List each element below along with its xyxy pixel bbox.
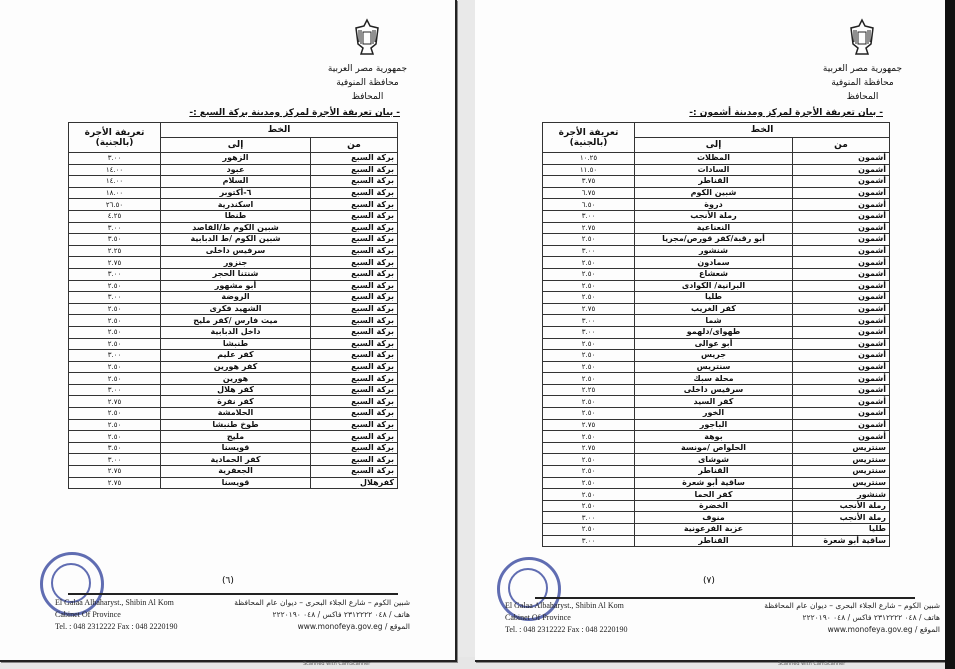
cell-fare: ٦.٥٠ <box>543 199 635 211</box>
cell-to: الباجور <box>635 419 793 431</box>
cell-from: بركة السبع <box>311 442 398 454</box>
table-row <box>543 176 890 188</box>
table-row <box>69 164 398 176</box>
page-number: (٧) <box>703 576 715 586</box>
cell-to: كفر هلال <box>161 384 311 396</box>
egypt-eagle-emblem-icon <box>350 18 384 58</box>
cell-from: بركة السبع <box>311 431 398 443</box>
cell-to: الحلواص /مونسة <box>635 442 793 454</box>
cell-to: المظلات <box>635 153 793 165</box>
table-row <box>543 199 890 211</box>
cell-from: سنتريس <box>793 454 890 466</box>
document-page-6 <box>0 0 457 662</box>
cell-to: سمادون <box>635 257 793 269</box>
table-row <box>543 419 890 431</box>
cell-fare: ٣.٠٠ <box>69 454 161 466</box>
table-row <box>543 489 890 501</box>
cell-to: كفر نفرة <box>161 396 311 408</box>
cell-fare: ٣.٠٠ <box>69 222 161 234</box>
cell-from: أشمون <box>793 245 890 257</box>
table-row <box>69 361 398 373</box>
cell-to: الخضرة <box>635 500 793 512</box>
cell-to: القناطر <box>635 466 793 478</box>
table-row <box>69 477 398 489</box>
table-row <box>543 338 890 350</box>
footer-address-ar: شبين الكوم – شارع الجلاء البحرى – ديوان عام المحافظة <box>764 601 940 610</box>
page-number: (٦) <box>222 576 234 586</box>
table-row <box>543 442 890 454</box>
column-header-to: إلى <box>161 138 311 153</box>
fare-table <box>542 122 890 547</box>
cell-to: الجعفرية <box>161 466 311 478</box>
cell-fare: ٢.٥٠ <box>69 419 161 431</box>
cell-from: بركة السبع <box>311 350 398 362</box>
cell-fare: ٣.٧٥ <box>543 176 635 188</box>
cell-to: القناطر <box>635 176 793 188</box>
table-row <box>69 350 398 362</box>
cell-from: أشمون <box>793 408 890 420</box>
table-row <box>69 245 398 257</box>
table-row <box>543 257 890 269</box>
cell-to: بوهة <box>635 431 793 443</box>
cell-to: السادات <box>635 164 793 176</box>
cell-fare: ٣.٠٠ <box>543 326 635 338</box>
cell-to: اسكندرية <box>161 199 311 211</box>
cell-from: أشمون <box>793 303 890 315</box>
cell-fare: ٣.٠٠ <box>543 315 635 327</box>
table-row <box>543 524 890 536</box>
cell-to: قويسنا <box>161 442 311 454</box>
table-row <box>69 257 398 269</box>
table-row <box>543 292 890 304</box>
footer-phone-en: Tel. : 048 2312222 Fax : 048 2220190 <box>505 625 628 634</box>
cell-to: طنطا <box>161 210 311 222</box>
cell-fare: ٢.٥٠ <box>69 280 161 292</box>
table-row <box>69 187 398 199</box>
table-row <box>69 396 398 408</box>
cell-to: شبين الكوم ط/القاصد <box>161 222 311 234</box>
cell-to: قويسنا <box>161 477 311 489</box>
cell-from: بركة السبع <box>311 280 398 292</box>
cell-from: أشمون <box>793 234 890 246</box>
cell-from: أشمون <box>793 199 890 211</box>
cell-to: الشهيد فكرى <box>161 303 311 315</box>
cell-fare: ٢.٧٥ <box>543 303 635 315</box>
cell-from: بركة السبع <box>311 315 398 327</box>
cell-from: بركة السبع <box>311 257 398 269</box>
cell-from: بركة السبع <box>311 164 398 176</box>
cell-from: بركة السبع <box>311 361 398 373</box>
cell-from: أشمون <box>793 280 890 292</box>
cell-fare: ١٠.٢٥ <box>543 153 635 165</box>
letterhead-republic: جمهورية مصر العربية <box>327 64 408 74</box>
cell-fare: ٣.٠٠ <box>543 245 635 257</box>
table-title: - بيان تعريفة الأجرة لمركز ومدينة بركة السبع :- <box>189 108 400 118</box>
table-row <box>69 153 398 165</box>
cell-to: القناطر <box>635 535 793 547</box>
footer-website[interactable]: الموقع / www.monofeya.gov.eg <box>827 625 940 634</box>
cell-to: كفر السيد <box>635 396 793 408</box>
cell-to: السلام <box>161 176 311 188</box>
cell-to: جريس <box>635 350 793 362</box>
cell-from: بركة السبع <box>311 222 398 234</box>
footer-cabinet-en: Cabinet Of Province <box>55 610 121 619</box>
table-row <box>543 153 890 165</box>
cell-from: سنتريس <box>793 442 890 454</box>
cell-to: كفر هورين <box>161 361 311 373</box>
column-header-fare: تعريفة الأجرة (بالجنية) <box>543 123 635 153</box>
cell-from: بركة السبع <box>311 326 398 338</box>
footer-arabic <box>230 597 410 633</box>
cell-fare: ٢.٧٥ <box>69 257 161 269</box>
cell-from: أشمون <box>793 176 890 188</box>
cell-fare: ٢.٥٠ <box>543 454 635 466</box>
table-row <box>543 384 890 396</box>
cell-to: كفر الغريب <box>635 303 793 315</box>
table-row <box>543 234 890 246</box>
table-row <box>543 512 890 524</box>
table-row <box>69 222 398 234</box>
cell-from: أشمون <box>793 431 890 443</box>
cell-to: أبو مشهور <box>161 280 311 292</box>
cell-to: شبين الكوم <box>635 187 793 199</box>
cell-from: بركة السبع <box>311 245 398 257</box>
letterhead-republic: جمهورية مصر العربية <box>822 64 903 74</box>
table-row <box>69 442 398 454</box>
cell-fare: ٢.٧٥ <box>543 222 635 234</box>
column-header-line: الخط <box>161 123 398 138</box>
footer-address-ar: شبين الكوم – شارع الجلاء البحرى – ديوان عام المحافظة <box>234 598 410 607</box>
cell-from: أشمون <box>793 164 890 176</box>
cell-fare: ٢.٥٠ <box>543 268 635 280</box>
cell-from: أشمون <box>793 315 890 327</box>
cell-to: أبو رقبة/كفر قورص/مجريا <box>635 234 793 246</box>
cell-to: كفر عليم <box>161 350 311 362</box>
cell-fare: ٣.٥٠ <box>69 442 161 454</box>
cell-fare: ٢.٥٠ <box>543 350 635 362</box>
cell-fare: ٢٦.٥٠ <box>69 199 161 211</box>
cell-from: أشمون <box>793 326 890 338</box>
cell-fare: ٢.٥٠ <box>543 396 635 408</box>
table-row <box>543 210 890 222</box>
cell-fare: ٣.٠٠ <box>69 384 161 396</box>
cell-fare: ٢.٥٠ <box>543 373 635 385</box>
cell-fare: ٢.٥٠ <box>543 408 635 420</box>
cell-from: بركة السبع <box>311 384 398 396</box>
cell-fare: ٢.٥٠ <box>69 408 161 420</box>
table-row <box>69 303 398 315</box>
cell-fare: ٣.٠٠ <box>543 210 635 222</box>
cell-from: أشمون <box>793 396 890 408</box>
cell-to: ساقية أبو شعرة <box>635 477 793 489</box>
cell-fare: ٢.٥٠ <box>543 234 635 246</box>
column-header-line: الخط <box>635 123 890 138</box>
table-row <box>543 466 890 478</box>
column-header-from: من <box>793 138 890 153</box>
cell-to: شنشور <box>635 245 793 257</box>
cell-to: ٦-أكتوبر <box>161 187 311 199</box>
cell-from: بركة السبع <box>311 234 398 246</box>
table-row <box>543 187 890 199</box>
cell-from: أشمون <box>793 187 890 199</box>
letterhead-governorate: محافظة المنوفية <box>831 78 894 88</box>
cell-fare: ٢.٥٠ <box>69 338 161 350</box>
cell-to: عبود <box>161 164 311 176</box>
table-row <box>543 408 890 420</box>
cell-fare: ٣.٠٠ <box>69 350 161 362</box>
footer-english <box>505 600 628 636</box>
cell-from: بركة السبع <box>311 373 398 385</box>
cell-fare: ١١.٥٠ <box>543 164 635 176</box>
cell-fare: ٢.٢٥ <box>69 245 161 257</box>
letterhead-governorate: محافظة المنوفية <box>336 78 399 88</box>
cell-from: بركة السبع <box>311 153 398 165</box>
cell-to: سرفيس داخلى <box>635 384 793 396</box>
cell-fare: ٢.٥٠ <box>69 315 161 327</box>
cell-from: بركة السبع <box>311 268 398 280</box>
cell-to: أبو عوالى <box>635 338 793 350</box>
footer-divider <box>68 593 398 595</box>
cell-fare: ٢.٧٥ <box>69 396 161 408</box>
cell-from: بركة السبع <box>311 408 398 420</box>
cell-to: شنتنا الحجر <box>161 268 311 280</box>
cell-from: رملة الأنجب <box>793 500 890 512</box>
cell-fare: ٢.٥٠ <box>543 292 635 304</box>
table-row <box>543 396 890 408</box>
table-row <box>543 245 890 257</box>
cell-from: بركة السبع <box>311 396 398 408</box>
table-row <box>543 361 890 373</box>
cell-to: البرانية/ الكوادى <box>635 280 793 292</box>
cell-fare: ٢.٥٠ <box>543 257 635 269</box>
cell-fare: ١٤.٠٠ <box>69 176 161 188</box>
cell-to: منوف <box>635 512 793 524</box>
cell-to: جنزور <box>161 257 311 269</box>
table-row <box>69 268 398 280</box>
table-row <box>69 338 398 350</box>
cell-to: طوخ طنبشا <box>161 419 311 431</box>
cell-to: النعناعية <box>635 222 793 234</box>
footer-website[interactable]: الموقع / www.monofeya.gov.eg <box>297 622 410 631</box>
table-row <box>543 373 890 385</box>
cell-to: مليج <box>161 431 311 443</box>
scanner-watermark: Scanned with CamScanner <box>778 661 846 667</box>
table-row <box>69 419 398 431</box>
cell-fare: ٣.٠٠ <box>543 512 635 524</box>
table-row <box>69 431 398 443</box>
cell-fare: ٣.٠٠ <box>69 292 161 304</box>
cell-fare: ٢.٢٥ <box>543 384 635 396</box>
table-row <box>69 454 398 466</box>
cell-from: شنشور <box>793 489 890 501</box>
cell-fare: ٢.٥٠ <box>69 373 161 385</box>
cell-from: بركة السبع <box>311 210 398 222</box>
footer-address-en: El Galaa Albaharyst., Shibin Al Kom <box>505 601 624 610</box>
cell-from: كفرهلال <box>311 477 398 489</box>
table-row <box>543 303 890 315</box>
cell-to: الزهور <box>161 153 311 165</box>
fare-table <box>68 122 398 489</box>
cell-fare: ٢.٥٠ <box>69 303 161 315</box>
cell-fare: ٢.٧٥ <box>69 466 161 478</box>
table-row <box>69 466 398 478</box>
footer-divider <box>535 597 915 599</box>
cell-to: هورين <box>161 373 311 385</box>
letterhead <box>320 62 415 104</box>
table-row <box>543 268 890 280</box>
footer-address-en: El Galaa Albaharyst., Shibin Al Kom <box>55 598 174 607</box>
cell-to: الروضة <box>161 292 311 304</box>
cell-from: أشمون <box>793 361 890 373</box>
table-row <box>543 500 890 512</box>
table-row <box>543 535 890 547</box>
cell-from: أشمون <box>793 268 890 280</box>
cell-to: رملة الأنجب <box>635 210 793 222</box>
table-title: - بيان تعريفة الأجرة لمركز ومدينة أشمون :- <box>689 108 883 118</box>
scanner-watermark: Scanned with CamScanner <box>303 661 371 667</box>
table-row <box>543 431 890 443</box>
cell-from: طليا <box>793 524 890 536</box>
table-row <box>543 222 890 234</box>
table-row <box>69 373 398 385</box>
egypt-eagle-emblem-icon <box>845 18 879 58</box>
table-row <box>69 326 398 338</box>
viewer-edge <box>945 0 955 669</box>
table-row <box>69 234 398 246</box>
cell-from: بركة السبع <box>311 303 398 315</box>
cell-to: كفر الحما <box>635 489 793 501</box>
table-row <box>543 477 890 489</box>
cell-from: بركة السبع <box>311 199 398 211</box>
cell-from: أشمون <box>793 257 890 269</box>
cell-to: طليا <box>635 292 793 304</box>
cell-from: أشمون <box>793 210 890 222</box>
cell-fare: ٢.٥٠ <box>543 431 635 443</box>
document-page-7 <box>475 0 947 662</box>
cell-fare: ٣.٠٠ <box>543 535 635 547</box>
cell-to: شبين الكوم /ط الدبابية <box>161 234 311 246</box>
cell-fare: ٢.٥٠ <box>543 338 635 350</box>
cell-to: محلة سبك <box>635 373 793 385</box>
cell-to: دروة <box>635 199 793 211</box>
table-row <box>69 280 398 292</box>
cell-fare: ٢.٥٠ <box>543 524 635 536</box>
footer-phone-ar: هاتف / ٠٤٨ ٢٣١٢٢٢٢ فاكس / ٠٤٨ ٢٢٢٠١٩٠ <box>272 610 410 619</box>
cell-fare: ٢.٥٠ <box>543 361 635 373</box>
cell-from: بركة السبع <box>311 454 398 466</box>
table-row <box>543 315 890 327</box>
cell-from: أشمون <box>793 153 890 165</box>
cell-from: بركة السبع <box>311 338 398 350</box>
cell-from: أشمون <box>793 222 890 234</box>
letterhead-governor: المحافظ <box>846 92 879 102</box>
footer-phone-en: Tel. : 048 2312222 Fax : 048 2220190 <box>55 622 178 631</box>
cell-to: كفر الحمادية <box>161 454 311 466</box>
column-header-from: من <box>311 138 398 153</box>
cell-from: رملة الأنجب <box>793 512 890 524</box>
column-header-fare: تعريفة الأجرة (بالجنية) <box>69 123 161 153</box>
cell-fare: ٢.٥٠ <box>69 326 161 338</box>
table-row <box>69 384 398 396</box>
cell-fare: ٢.٧٥ <box>69 477 161 489</box>
cell-from: أشمون <box>793 292 890 304</box>
cell-fare: ٢.٥٠ <box>543 500 635 512</box>
cell-to: طهواى/دلهمو <box>635 326 793 338</box>
cell-from: بركة السبع <box>311 419 398 431</box>
cell-to: سنتريس <box>635 361 793 373</box>
footer-arabic <box>745 600 940 636</box>
table-row <box>69 176 398 188</box>
cell-from: أشمون <box>793 384 890 396</box>
cell-to: الخور <box>635 408 793 420</box>
footer-english <box>55 597 178 633</box>
cell-from: أشمون <box>793 338 890 350</box>
table-row <box>543 164 890 176</box>
cell-fare: ٤.٢٥ <box>69 210 161 222</box>
cell-fare: ٢.٧٥ <box>543 419 635 431</box>
cell-fare: ٦.٧٥ <box>543 187 635 199</box>
cell-from: أشمون <box>793 373 890 385</box>
cell-fare: ٣.٠٠ <box>69 268 161 280</box>
cell-fare: ٢.٥٠ <box>69 431 161 443</box>
letterhead-governor: المحافظ <box>351 92 384 102</box>
cell-to: شما <box>635 315 793 327</box>
table-row <box>69 199 398 211</box>
cell-fare: ١٤.٠٠ <box>69 164 161 176</box>
cell-from: سنتريس <box>793 466 890 478</box>
cell-from: بركة السبع <box>311 466 398 478</box>
cell-from: بركة السبع <box>311 176 398 188</box>
cell-from: أشمون <box>793 350 890 362</box>
footer-cabinet-en: Cabinet Of Province <box>505 613 571 622</box>
cell-from: بركة السبع <box>311 187 398 199</box>
cell-fare: ٢.٧٥ <box>543 442 635 454</box>
cell-fare: ٢.٥٠ <box>543 280 635 292</box>
cell-fare: ٢.٥٠ <box>69 361 161 373</box>
cell-fare: ٢.٥٠ <box>543 477 635 489</box>
cell-fare: ٢.٥٠ <box>543 466 635 478</box>
cell-fare: ٣.٠٠ <box>69 153 161 165</box>
cell-to: شعشاع <box>635 268 793 280</box>
column-header-to: إلى <box>635 138 793 153</box>
table-row <box>69 315 398 327</box>
table-row <box>69 210 398 222</box>
cell-to: الحلامشة <box>161 408 311 420</box>
table-row <box>69 292 398 304</box>
cell-to: داخل الدبابية <box>161 326 311 338</box>
cell-to: عزبة الفرعونية <box>635 524 793 536</box>
letterhead <box>815 62 910 104</box>
cell-to: طنبشا <box>161 338 311 350</box>
table-row <box>69 408 398 420</box>
table-row <box>543 454 890 466</box>
cell-to: شوشاى <box>635 454 793 466</box>
cell-fare: ١٨.٠٠ <box>69 187 161 199</box>
table-row <box>543 350 890 362</box>
cell-from: أشمون <box>793 419 890 431</box>
cell-from: ساقية أبو شعرة <box>793 535 890 547</box>
cell-to: ميت فارس /كفر مليح <box>161 315 311 327</box>
cell-to: سرفيس داخلى <box>161 245 311 257</box>
cell-from: سنتريس <box>793 477 890 489</box>
cell-from: بركة السبع <box>311 292 398 304</box>
cell-fare: ٣.٥٠ <box>69 234 161 246</box>
cell-fare: ٢.٥٠ <box>543 489 635 501</box>
table-row <box>543 326 890 338</box>
table-row <box>543 280 890 292</box>
footer-phone-ar: هاتف / ٠٤٨ ٢٣١٢٢٢٢ فاكس / ٠٤٨ ٢٢٢٠١٩٠ <box>802 613 940 622</box>
